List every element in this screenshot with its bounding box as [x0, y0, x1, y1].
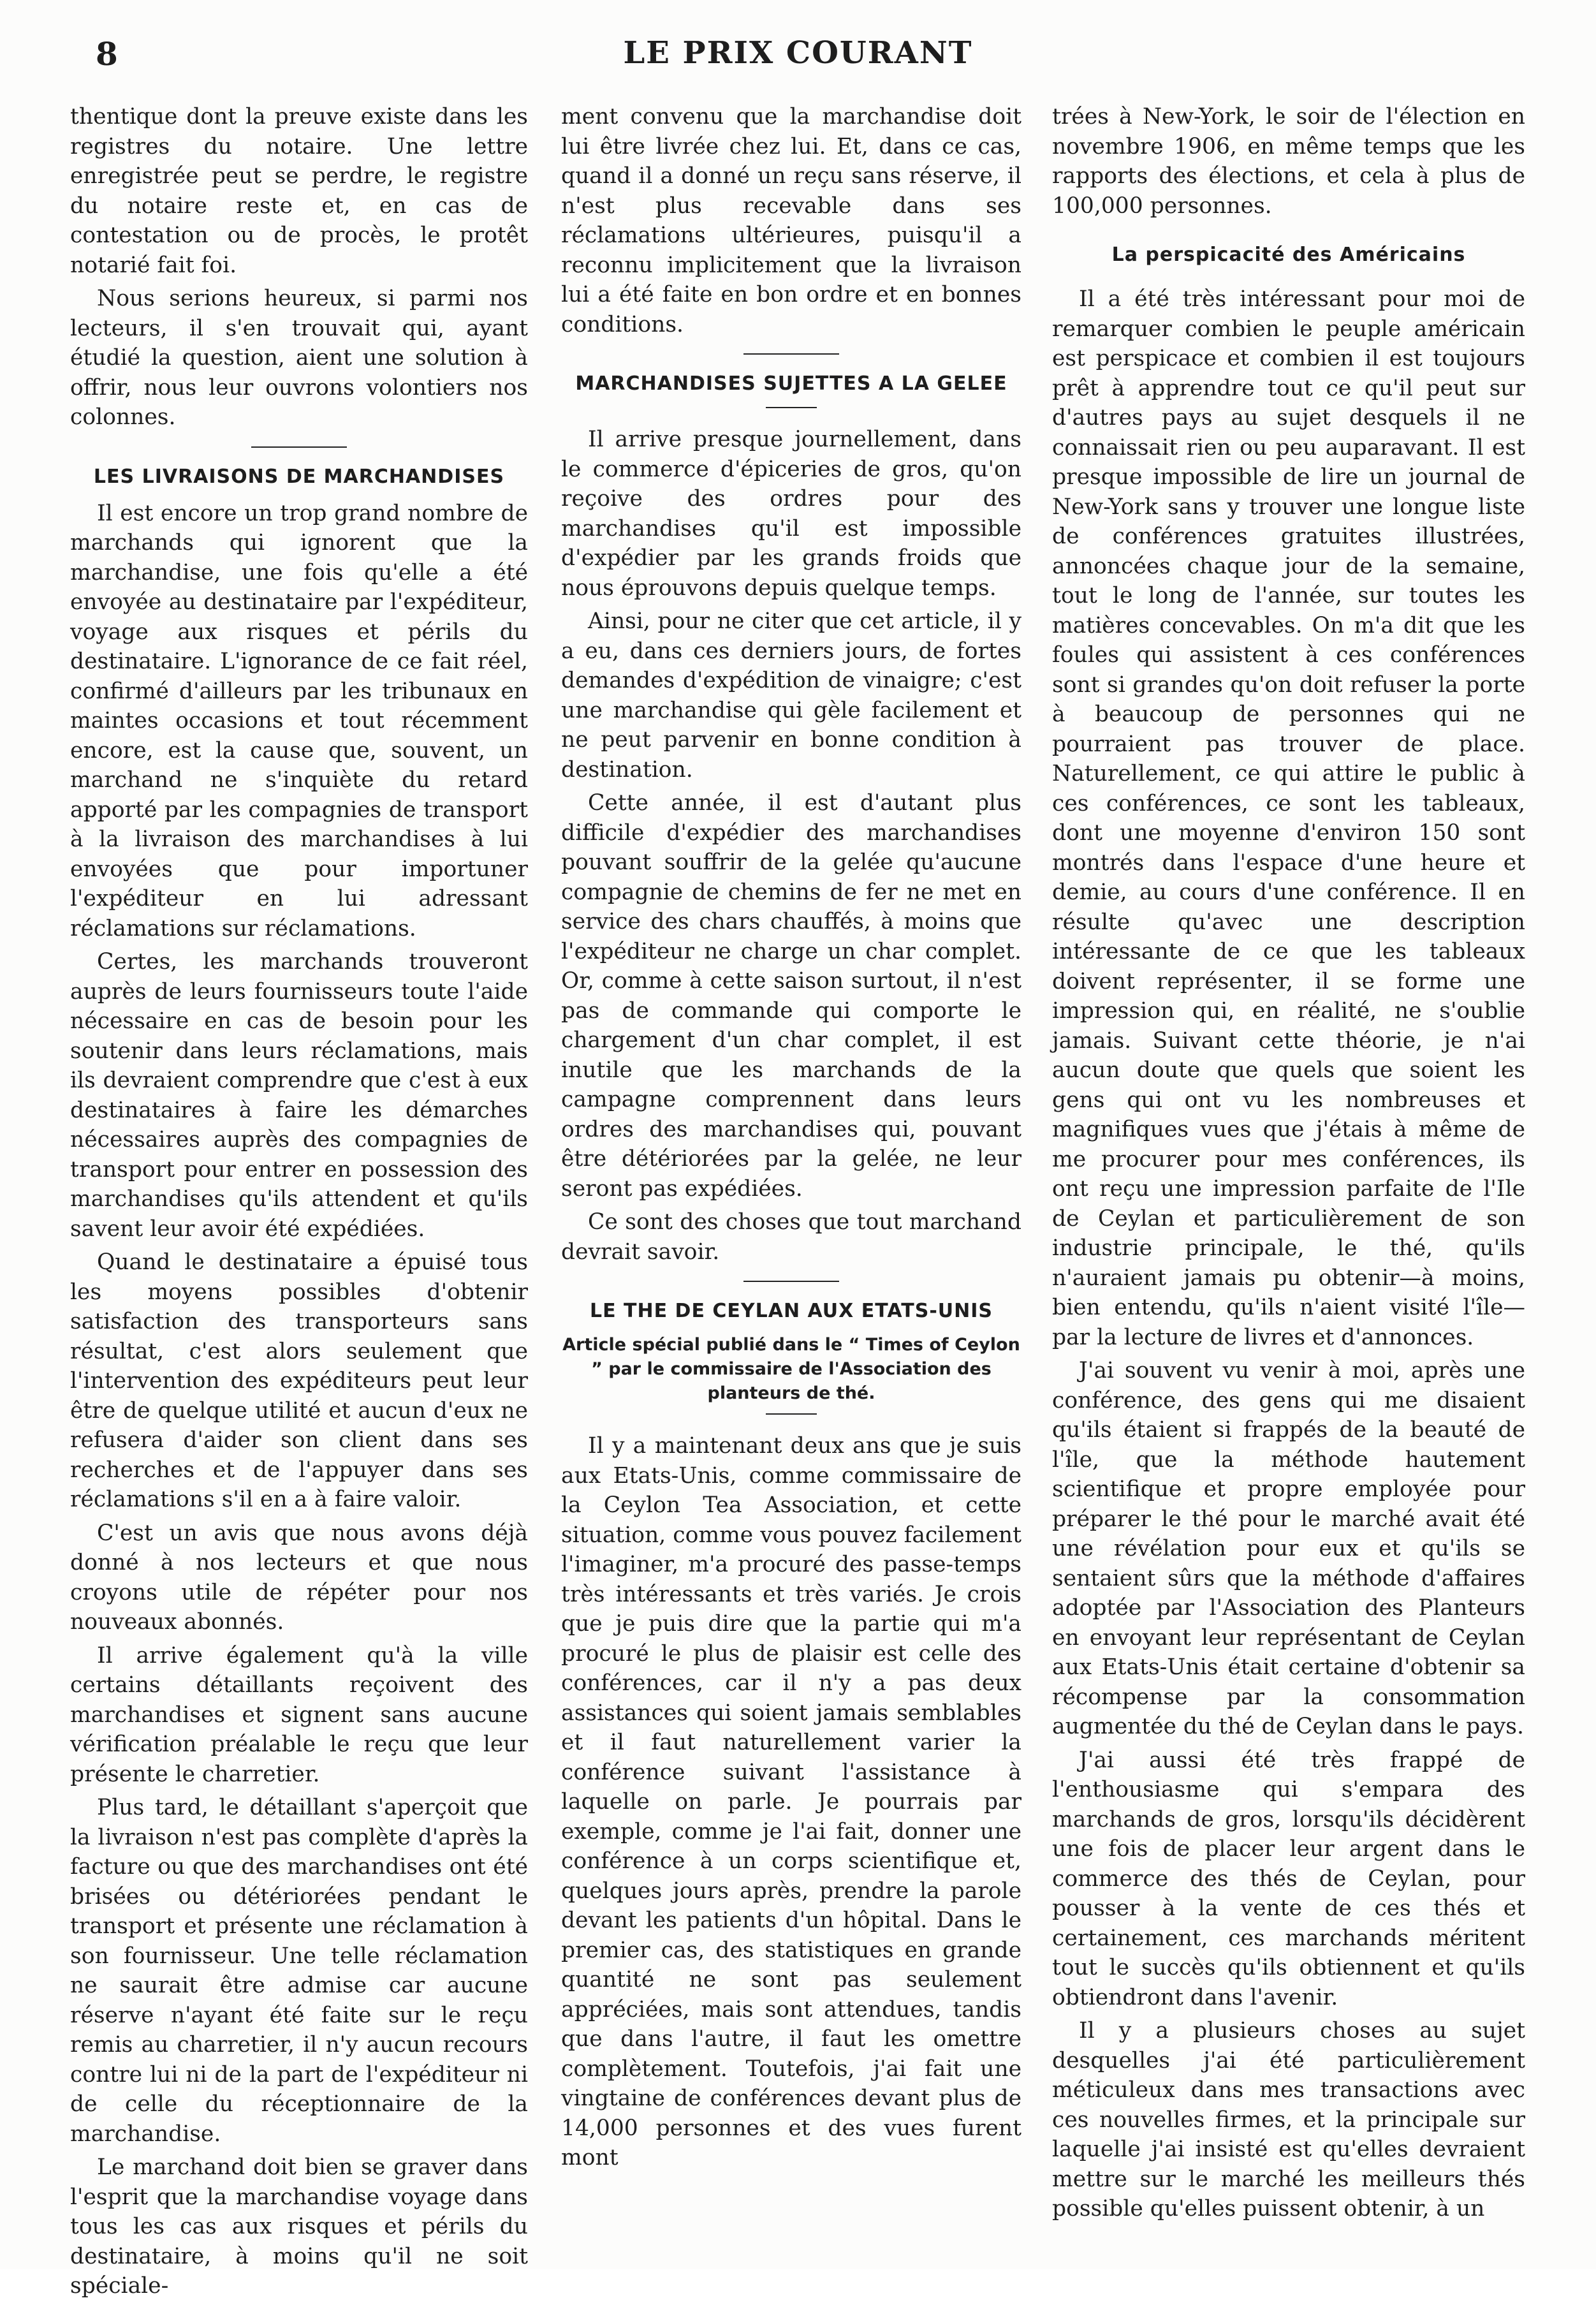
article-heading-gelee: MARCHANDISES SUJETTES A LA GELEE [575, 372, 1007, 395]
paragraph: trées à New-York, le soir de l'élection en novembre 1906, en même temps que les rapports des élections, et cela à plus de 100,000 personnes. [1052, 104, 1525, 219]
paragraph: J'ai aussi été très frappé de l'enthousiasme qui s'empara des marchands de gros, lorsqu'ils décidèrent une fois de placer leur argent dans le commerce des thés de Ceylan, pour pousser à la vente de ces thés et certainement, ces marchands méritent tout le succès qu'ils obtiennent et qu'ils obtiendront dans l'avenir. [1052, 1747, 1525, 2010]
article-heading-livraisons: LES LIVRAISONS DE MARCHANDISES [93, 465, 505, 488]
article-subheading: Article spécial publié dans le “ Times of Ceylon ” par le commissaire de l'Association des planteurs de thé. [562, 1335, 1020, 1403]
paragraph: Il a été très intéressant pour moi de remarquer combien le peuple américain est perspicace et combien il est toujours prêt à apprendre tout ce qu'il peut sur d'autres pays au sujet desquels il ne connaissait rien ou peu auparavant. Il est presque impossible de lire un journal de New-York sans y trouver une longue liste de conférences gratuites illustrées, annoncées chaque jour de la semaine, tout le long de l'année, sur toutes les matières concevables. On m'a dit que les foules qui assistent à ces conférences sont si grandes qu'on doit refuser la porte à beaucoup de personnes qui ne pourraient pas trouver de place. Naturellement, ce qui attire le public à ces conférences, ce sont les tableaux, dont une moyenne d'environ 150 sont montrés dans l'espace d'une heure et demie, au cours d'une conférence. Il en résulte qu'avec une description intéressante de ce que les tableaux doivent représenter, il se forme une impression qui, en réalité, ne s'oublie jamais. Suivant cette théorie, je n'ai aucun doute que quels que soient les gens qui ont vu les nombreuses et magnifiques vues que j'étais à même de me procurer pour mes conférences, ils ont reçu une impression parfaite de l'Ile de Ceylan et particulièrement de son industrie principale, le thé, qu'ils n'auraient jamais pu obtenir—à moins, bien entendu, qu'ils n'aient visité l'île—par la lecture de livres et d'annonces. [1052, 286, 1525, 1350]
heading-underline [766, 1413, 817, 1415]
column-1 [70, 102, 528, 2305]
paragraph: Il arrive également qu'à la ville certains détaillants reçoivent des marchandises et signent sans aucune vérification préalable le reçu que leur présente le charretier. [70, 1642, 528, 1787]
paragraph: Certes, les marchands trouveront auprès de leurs fournisseurs toute l'aide nécessaire en cas de besoin pour les soutenir dans leurs réclamations, mais ils devraient comprendre que c'est à eux destinataires à faire les démarches nécessaires auprès des compagnies de transport pour entrer en possession des marchandises qu'ils attendent et qu'ils savent leur avoir été expédiées. [70, 949, 528, 1242]
article-heading-ceylan: LE THE DE CEYLAN AUX ETATS-UNIS [589, 1300, 993, 1322]
paragraph: Ainsi, pour ne citer que cet article, il y a eu, dans ces derniers jours, de fortes demandes d'expédition de vinaigre; c'est une marchandise qui gèle facilement et ne peut parvenir en bonne condition à destination. [561, 608, 1021, 783]
journal-title: LE PRIX COURANT [623, 35, 973, 71]
section-divider [251, 446, 347, 448]
heading-underline [766, 407, 817, 408]
paragraph: Ce sont des choses que tout marchand devrait savoir. [561, 1209, 1021, 1265]
paragraph: Il arrive presque journellement, dans le commerce d'épiceries de gros, qu'on reçoive des ordres pour des marchandises qu'il est impossible d'expédier par les grands froids que nous éprouvons depuis quelque temps. [561, 427, 1021, 601]
column-3 [1052, 102, 1525, 2228]
section-divider [743, 1281, 839, 1282]
paragraph: Il est encore un trop grand nombre de marchands qui ignorent que la marchandise, une fois qu'elle a été envoyée au destinataire par l'expéditeur, voyage aux risques et périls du destinataire. L'ignorance de ce fait réel, confirmé d'ailleurs par les tribunaux en maintes occasions et tout récemment encore, est la cause que, souvent, un marchand ne s'inquiète du retard apporté par les compagnies de transport à la livraison des marchandises à lui envoyées que pour importuner l'expéditeur en lui adressant réclamations sur réclamations. [70, 500, 528, 941]
page-number: 8 [96, 35, 118, 73]
paragraph: Cette année, il est d'autant plus difficile d'expédier des marchandises pouvant souffrir de la gelée qu'aucune compagnie de chemins de fer ne met en service des chars chauffés, à moins que l'expéditeur ne charge un char complet. Or, comme à cette saison surtout, il n'est pas de commande qui comporte le chargement d'un char complet, il est inutile que les marchands de la campagne comprennent dans leurs ordres des marchandises qui, pouvant être détériorées par la gelée, ne leur seront pas expédiées. [561, 790, 1021, 1202]
paragraph: Il y a maintenant deux ans que je suis aux Etats-Unis, comme commissaire de la Ceylon Tea Association, et cette situation, comme vous pouvez facilement l'imaginer, m'a procuré des passe-temps très intéressants et très variés. Je crois que je puis dire que la partie qui m'a procuré le plus de plaisir est celle des conférences, car il n'y a pas deux assistances qui soient jamais semblables et il faut naturellement varier la conférence suivant l'assistance à laquelle on parle. Je pourrais par exemple, comme je l'ai fait, donner une conférence à un corps scientifique et, quelques jours après, prendre la parole devant les patients d'un hôpital. Dans le premier cas, des statistiques en grande quantité ne sont pas seulement appréciées, mais sont attendues, tandis que dans l'autre, il faut les omettre complètement. Toutefois, j'ai fait une vingtaine de conférences devant plus de 14,000 personnes et des vues furent mont [561, 1433, 1021, 2170]
section-divider [743, 353, 839, 355]
paragraph: Il y a plusieurs choses au sujet desquelles j'ai été particulièrement méticuleux dans mes transactions avec ces nouvelles firmes, et la principale sur laquelle j'ai insisté est qu'elles devraient mettre sur le marché les meilleurs thés possible qu'elles puissent obtenir, à un [1052, 2018, 1525, 2221]
paragraph: C'est un avis que nous avons déjà donné à nos lecteurs et que nous croyons utile de répéter pour nos nouveaux abonnés. [70, 1520, 528, 1635]
paragraph: ment convenu que la marchandise doit lui être livrée chez lui. Et, dans ce cas, quand il a donné un reçu sans réserve, il n'est plus recevable dans ses réclamations ultérieures, puisqu'il a reconnu implicitement que la livraison lui a été faite en bon ordre et en bonnes conditions. [561, 104, 1021, 337]
paragraph: Nous serions heureux, si parmi nos lecteurs, il s'en trouvait qui, ayant étudié la question, aient une solution à offrir, nous leur ouvrons volontiers nos colonnes. [70, 286, 528, 430]
paragraph: Le marchand doit bien se graver dans l'esprit que la marchandise voyage dans tous les cas aux risques et périls du destinataire, à moins qu'il ne soit spéciale- [70, 2154, 528, 2299]
column-2 [561, 102, 1021, 2177]
paragraph: thentique dont la preuve existe dans les registres du notaire. Une lettre enregistrée peut se perdre, le registre du notaire reste et, en cas de contestation ou de procès, le protêt notarié fait foi. [70, 104, 528, 278]
section-heading-perspicacite: La perspicacité des Américains [1111, 244, 1466, 266]
paragraph: Plus tard, le détaillant s'aperçoit que la livraison n'est pas complète d'après la facture ou que des marchandises ont été brisées ou détériorées pendant le transport et présente une réclamation à son fournisseur. Une telle réclamation ne saurait être admise car aucune réserve n'ayant été faite sur le reçu remis au charretier, il n'y aucun recours contre lui ni de la part de l'expéditeur ni de celle du réceptionnaire de la marchandise. [70, 1795, 528, 2147]
paragraph: J'ai souvent vu venir à moi, après une conférence, des gens qui me disaient qu'ils étaient si frappés de la beauté de l'île, que la méthode hautement scientifique et propre employée pour préparer le thé pour le marché avait été une révélation pour eux et qu'ils se sentaient sûrs que la méthode d'affaires adoptée par l'Association des Planteurs en envoyant leur représentant de Ceylan aux Etats-Unis était certaine d'obtenir sa récompense par la consommation augmentée du thé de Ceylan dans le pays. [1052, 1358, 1525, 1739]
paragraph: Quand le destinataire a épuisé tous les moyens possibles d'obtenir satisfaction des transporteurs sans résultat, c'est alors seulement que l'intervention des expéditeurs peut leur être de quelque utilité et aucun d'eux ne refusera d'aider son client dans ses recherches et de l'appuyer dans ses réclamations s'il en a à faire valoir. [70, 1249, 528, 1512]
